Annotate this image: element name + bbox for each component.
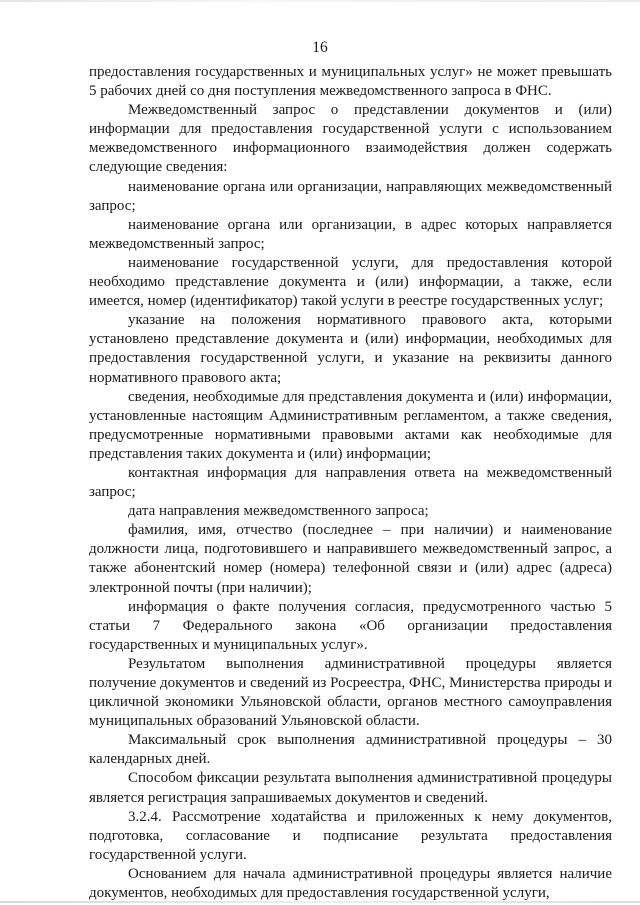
section-heading-3-2-4: 3.2.4. Рассмотрение ходатайства и приложенных к нему документов, подготовка, согласование и подписание результата предоставления государственной услуги.	[89, 808, 612, 863]
list-item-request-date: дата направления межведомственного запроса;	[128, 503, 429, 520]
list-item-requesting-body: наименование органа или организации, направляющих межведомственный запрос;	[89, 178, 612, 214]
paragraph-fixation-method: Способом фиксации результата выполнения административной процедуры является регистрация запрашиваемых документов и сведений.	[89, 770, 612, 806]
document-body	[89, 63, 612, 903]
paragraph-procedure-result: Результатом выполнения административной процедуры является получение документов и сведений из Росреестра, ФНС, Министерства природы и цикличной экономики Ульяновской области, органов местного самоуправления муниципальных образований Ульяновской области.	[89, 655, 612, 730]
list-item-addressee-body: наименование органа или организации, в адрес которых направляется межведомственный запрос;	[89, 216, 612, 252]
paragraph-max-duration: Максимальный срок выполнения административной процедуры – 30 календарных дней.	[89, 732, 612, 768]
paragraph-procedure-basis: Основанием для начала административной процедуры является наличие документов, необходимых для предоставления государственной услуги,	[89, 865, 612, 902]
list-item-required-info: сведения, необходимые для представления документа и (или) информации, установленные настоящим Административным регламентом, а также сведения, предусмотренные нормативными правовыми актами как необходимые для представления таких документа и (или) информации;	[89, 388, 612, 462]
list-item-contact-info: контактная информация для направления ответа на межведомственный запрос;	[89, 464, 612, 501]
list-item-legal-act: указание на положения нормативного правового акта, которыми установлено представление документа и (или) информации, необходимых для предоставления государственной услуги, и указание на реквизиты данного нормативного правового акта;	[89, 312, 612, 386]
scan-bottom-edge	[0, 901, 640, 903]
paragraph-continuation: предоставления государственных и муниципальных услуг» не может превышать 5 рабочих дней со дня поступления межведомственного запроса в ФНС.	[89, 64, 612, 100]
list-item-responsible-person: фамилия, имя, отчество (последнее – при наличии) и наименование должности лица, подготовившего и направившего межведомственный запрос, а также абонентский номер (номера) телефонной связи и (или) адрес (адреса) электронной почты (при наличии);	[89, 522, 612, 596]
list-item-consent-info: информация о факте получения согласия, предусмотренного частью 5 статьи 7 Федерального закона «Об организации предоставления государственных и муниципальных услуг».	[89, 598, 612, 653]
list-item-service-name: наименование государственной услуги, для предоставления которой необходимо представление документа и (или) информации, а также, если имеется, номер (идентификатор) такой услуги в реестре государственных услуг;	[89, 254, 612, 310]
scan-top-edge	[0, 0, 640, 2]
page-number: 16	[312, 39, 328, 56]
paragraph-request-intro: Межведомственный запрос о представлении документов и (или) информации для предоставления государственной услуги с использованием межведомственного информационного взаимодействия должен содержать следующие сведения:	[89, 102, 612, 176]
